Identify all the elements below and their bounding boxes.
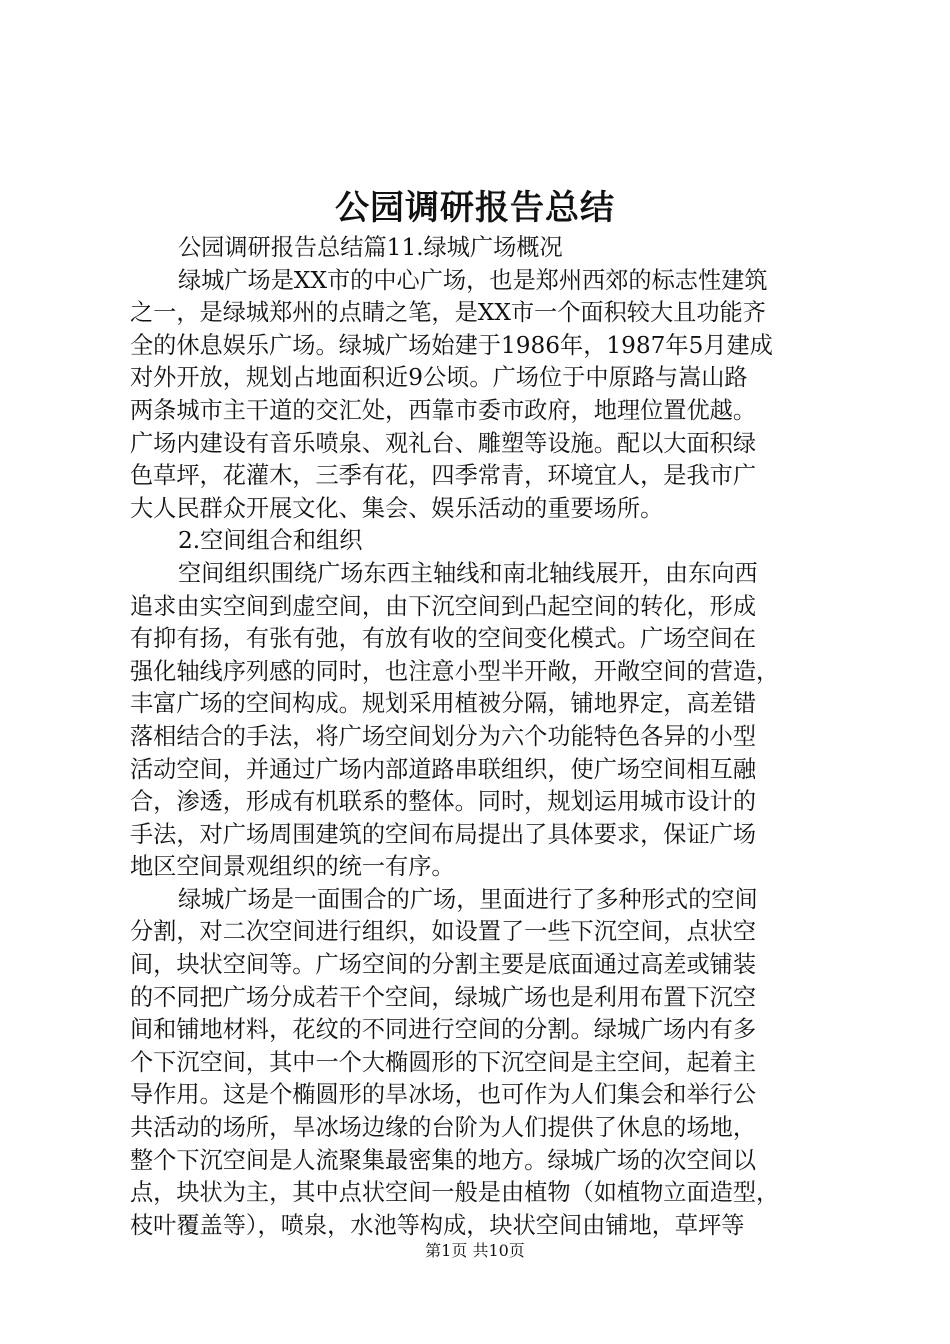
body-line: 点，块状为主，其中点状空间一般是由植物（如植物立面造型，	[130, 1179, 780, 1207]
body-line: 两条城市主干道的交汇处，西靠市委市政府，地理位置优越。	[130, 396, 757, 424]
body-line: 活动空间，并通过广场内部道路串联组织，使广场空间相互融	[130, 755, 757, 783]
body-line: 绿城广场是XX市的中心广场，也是郑州西郊的标志性建筑	[178, 266, 768, 294]
body-line: 空间组织围绕广场东西主轴线和南北轴线展开，由东向西	[178, 559, 758, 587]
body-line: 追求由实空间到虚空间，由下沉空间到凸起空间的转化，形成	[130, 592, 757, 620]
body-line: 间，块状空间等。广场空间的分割主要是底面通过高差或铺装	[130, 951, 757, 979]
body-line: 丰富广场的空间构成。规划采用植被分隔，铺地界定，高差错	[130, 690, 757, 718]
body-line: 有抑有扬，有张有弛，有放有收的空间变化模式。广场空间在	[130, 625, 757, 653]
document-title: 公园调研报告总结	[335, 188, 615, 228]
body-line: 地区空间景观组织的统一有序。	[130, 853, 455, 881]
body-line: 的不同把广场分成若干个空间，绿城广场也是利用布置下沉空	[130, 983, 757, 1011]
body-line: 个下沉空间，其中一个大椭圆形的下沉空间是主空间，起着主	[130, 1048, 757, 1076]
body-line: 整个下沉空间是人流聚集最密集的地方。绿城广场的次空间以	[130, 1146, 757, 1174]
body-line: 对外开放，规划占地面积近9公顷。广场位于中原路与嵩山路	[130, 364, 748, 392]
body-line: 2.空间组合和组织	[178, 527, 363, 555]
body-line: 间和铺地材料，花纹的不同进行空间的分割。绿城广场内有多	[130, 1016, 757, 1044]
body-line: 分割，对二次空间进行组织，如设置了一些下沉空间，点状空	[130, 918, 757, 946]
document-body	[130, 232, 830, 1242]
body-line: 广场内建设有音乐喷泉、观礼台、雕塑等设施。配以大面积绿	[130, 429, 757, 457]
body-line: 全的休息娱乐广场。绿城广场始建于1986年，1987年5月建成	[130, 331, 773, 359]
body-line: 导作用。这是个椭圆形的旱冰场，也可作为人们集会和举行公	[130, 1081, 757, 1109]
body-line: 合，渗透，形成有机联系的整体。同时，规划运用城市设计的	[130, 788, 757, 816]
body-line: 手法，对广场周围建筑的空间布局提出了具体要求，保证广场	[130, 820, 757, 848]
body-line: 公园调研报告总结篇11.绿城广场概况	[178, 234, 563, 261]
body-line: 枝叶覆盖等），喷泉，水池等构成，块状空间由铺地，草坪等	[130, 1211, 745, 1239]
body-line: 之一，是绿城郑州的点睛之笔，是XX市一个面积较大且功能齐	[130, 299, 766, 327]
body-line: 共活动的场所，旱冰场边缘的台阶为人们提供了休息的场地，	[130, 1114, 757, 1142]
body-line: 绿城广场是一面围合的广场，里面进行了多种形式的空间	[178, 885, 758, 913]
body-line: 大人民群众开展文化、集会、娱乐活动的重要场所。	[130, 494, 664, 522]
body-line: 强化轴线序列感的同时，也注意小型半开敞，开敞空间的营造，	[130, 657, 780, 685]
body-line: 色草坪，花灌木，三季有花，四季常青，环境宜人，是我市广	[130, 462, 757, 490]
page-footer: 第1页 共10页	[425, 1241, 525, 1260]
body-line: 落相结合的手法，将广场空间划分为六个功能特色各异的小型	[130, 722, 757, 750]
